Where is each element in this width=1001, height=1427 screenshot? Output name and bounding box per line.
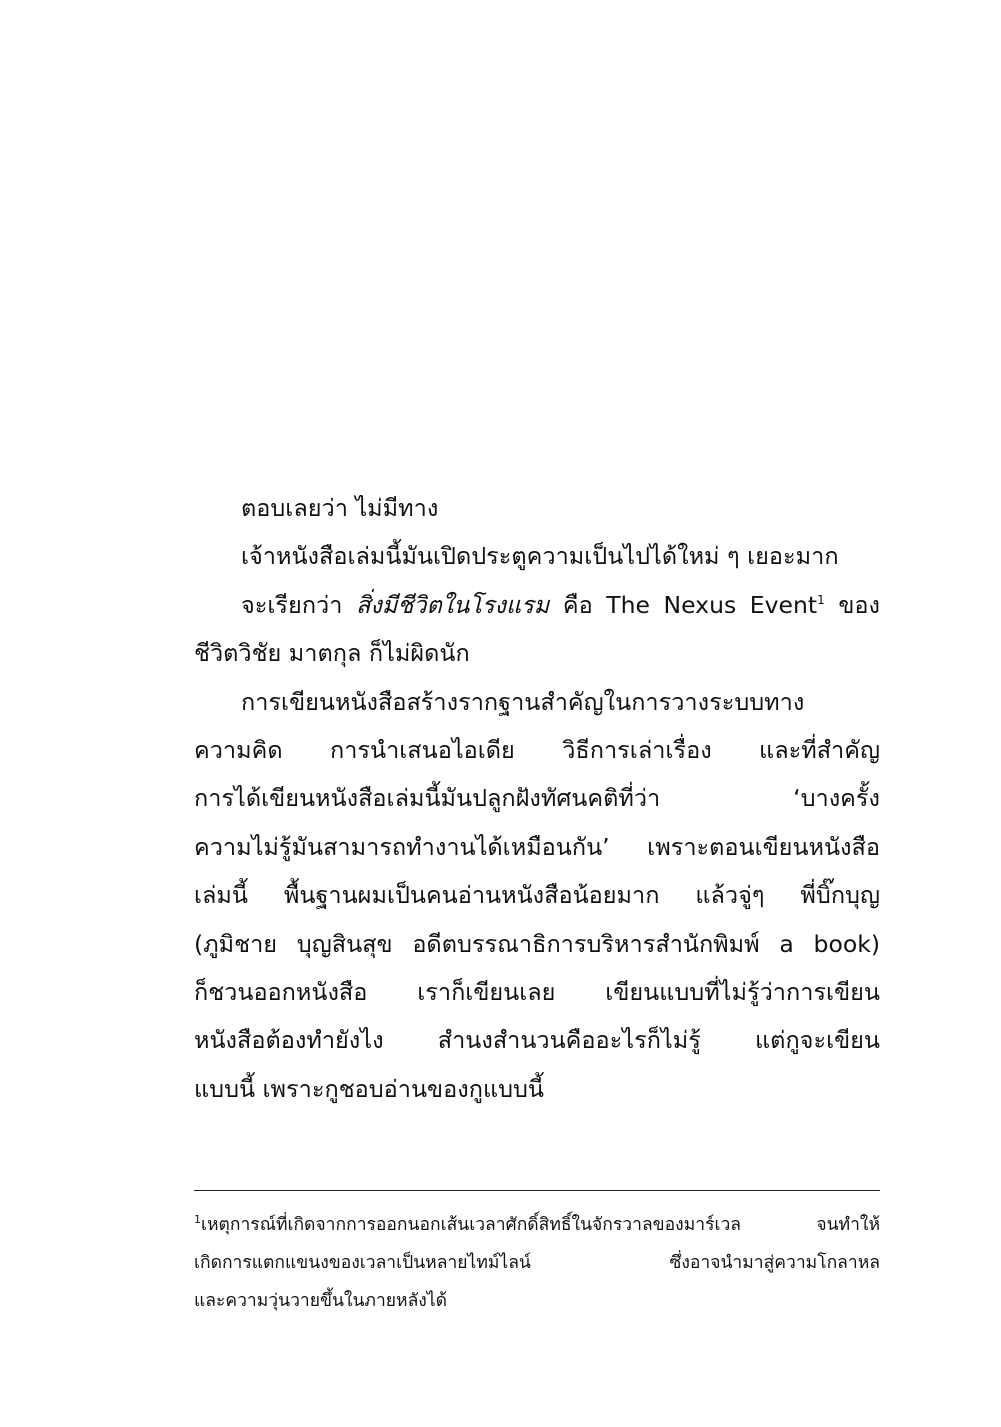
- paragraph-line: ชีวิตวิชัย มาตกุล ก็ไม่ผิดนัก: [194, 639, 470, 668]
- footnote-line: เกิดการแตกแขนงของเวลาเป็นหลายไทม์ไลน์ ซึ่งอาจนำมาสู่ความโกลาหล: [194, 1253, 880, 1273]
- text-run: คือ The Nexus Event: [549, 590, 818, 619]
- paragraph-line: การเขียนหนังสือสร้างรากฐานสำคัญในการวางระบบทาง: [241, 687, 805, 716]
- book-title-italic: สิ่งมีชีวิตในโรงแรม: [356, 590, 550, 619]
- paragraph-line: [194, 581, 880, 629]
- paragraph-line: แบบนี้ เพราะกูชอบอ่านของกูแบบนี้: [194, 1074, 544, 1103]
- footnote-line: [194, 1206, 880, 1244]
- footnote-line: และความวุ่นวายขึ้นในภายหลังได้: [194, 1291, 448, 1311]
- text-run: จะเรียกว่า: [241, 590, 357, 619]
- paragraph-line: เจ้าหนังสือเล่มนี้มันเปิดประตูความเป็นไปได้ใหม่ ๆ เยอะมาก: [241, 542, 839, 571]
- paragraph-line: ความไม่รู้มันสามารถทำงานได้เหมือนกัน’ เพราะตอนเขียนหนังสือ: [194, 832, 880, 861]
- main-text: [194, 484, 880, 1113]
- paragraph-line: (ภูมิชาย บุญสินสุข อดีตบรรณาธิการบริหารสำนักพิมพ์ a book): [194, 929, 880, 958]
- paragraph-line: ความคิด การนำเสนอไอเดีย วิธีการเล่าเรื่อง และที่สำคัญ: [194, 735, 880, 764]
- footnote-reference[interactable]: 1: [817, 592, 825, 607]
- paragraph-line: ก็ชวนออกหนังสือ เราก็เขียนเลย เขียนแบบที่ไม่รู้ว่าการเขียน: [194, 977, 880, 1006]
- paragraph-line: การได้เขียนหนังสือเล่มนี้มันปลูกฝังทัศนคติที่ว่า ‘บางครั้ง: [194, 784, 880, 813]
- paragraph-line: ตอบเลยว่า ไม่มีทาง: [241, 494, 439, 522]
- footnote-number: 1: [194, 1213, 201, 1226]
- footnote-divider: [194, 1190, 880, 1191]
- text-run: ของ: [824, 590, 880, 619]
- footnote-text: เหตุการณ์ที่เกิดจากการออกนอกเส้นเวลาศักดิ์สิทธิ์ในจักรวาลของมาร์เวล จนทำให้: [201, 1215, 880, 1235]
- paragraph-line: เล่มนี้ พื้นฐานผมเป็นคนอ่านหนังสือน้อยมาก แล้วจู่ๆ พี่บิ๊กบุญ: [194, 881, 880, 910]
- paragraph-line: หนังสือต้องทำยังไง สำนงสำนวนคืออะไรก็ไม่รู้ แต่กูจะเขียน: [194, 1026, 880, 1055]
- footnote: [194, 1206, 880, 1320]
